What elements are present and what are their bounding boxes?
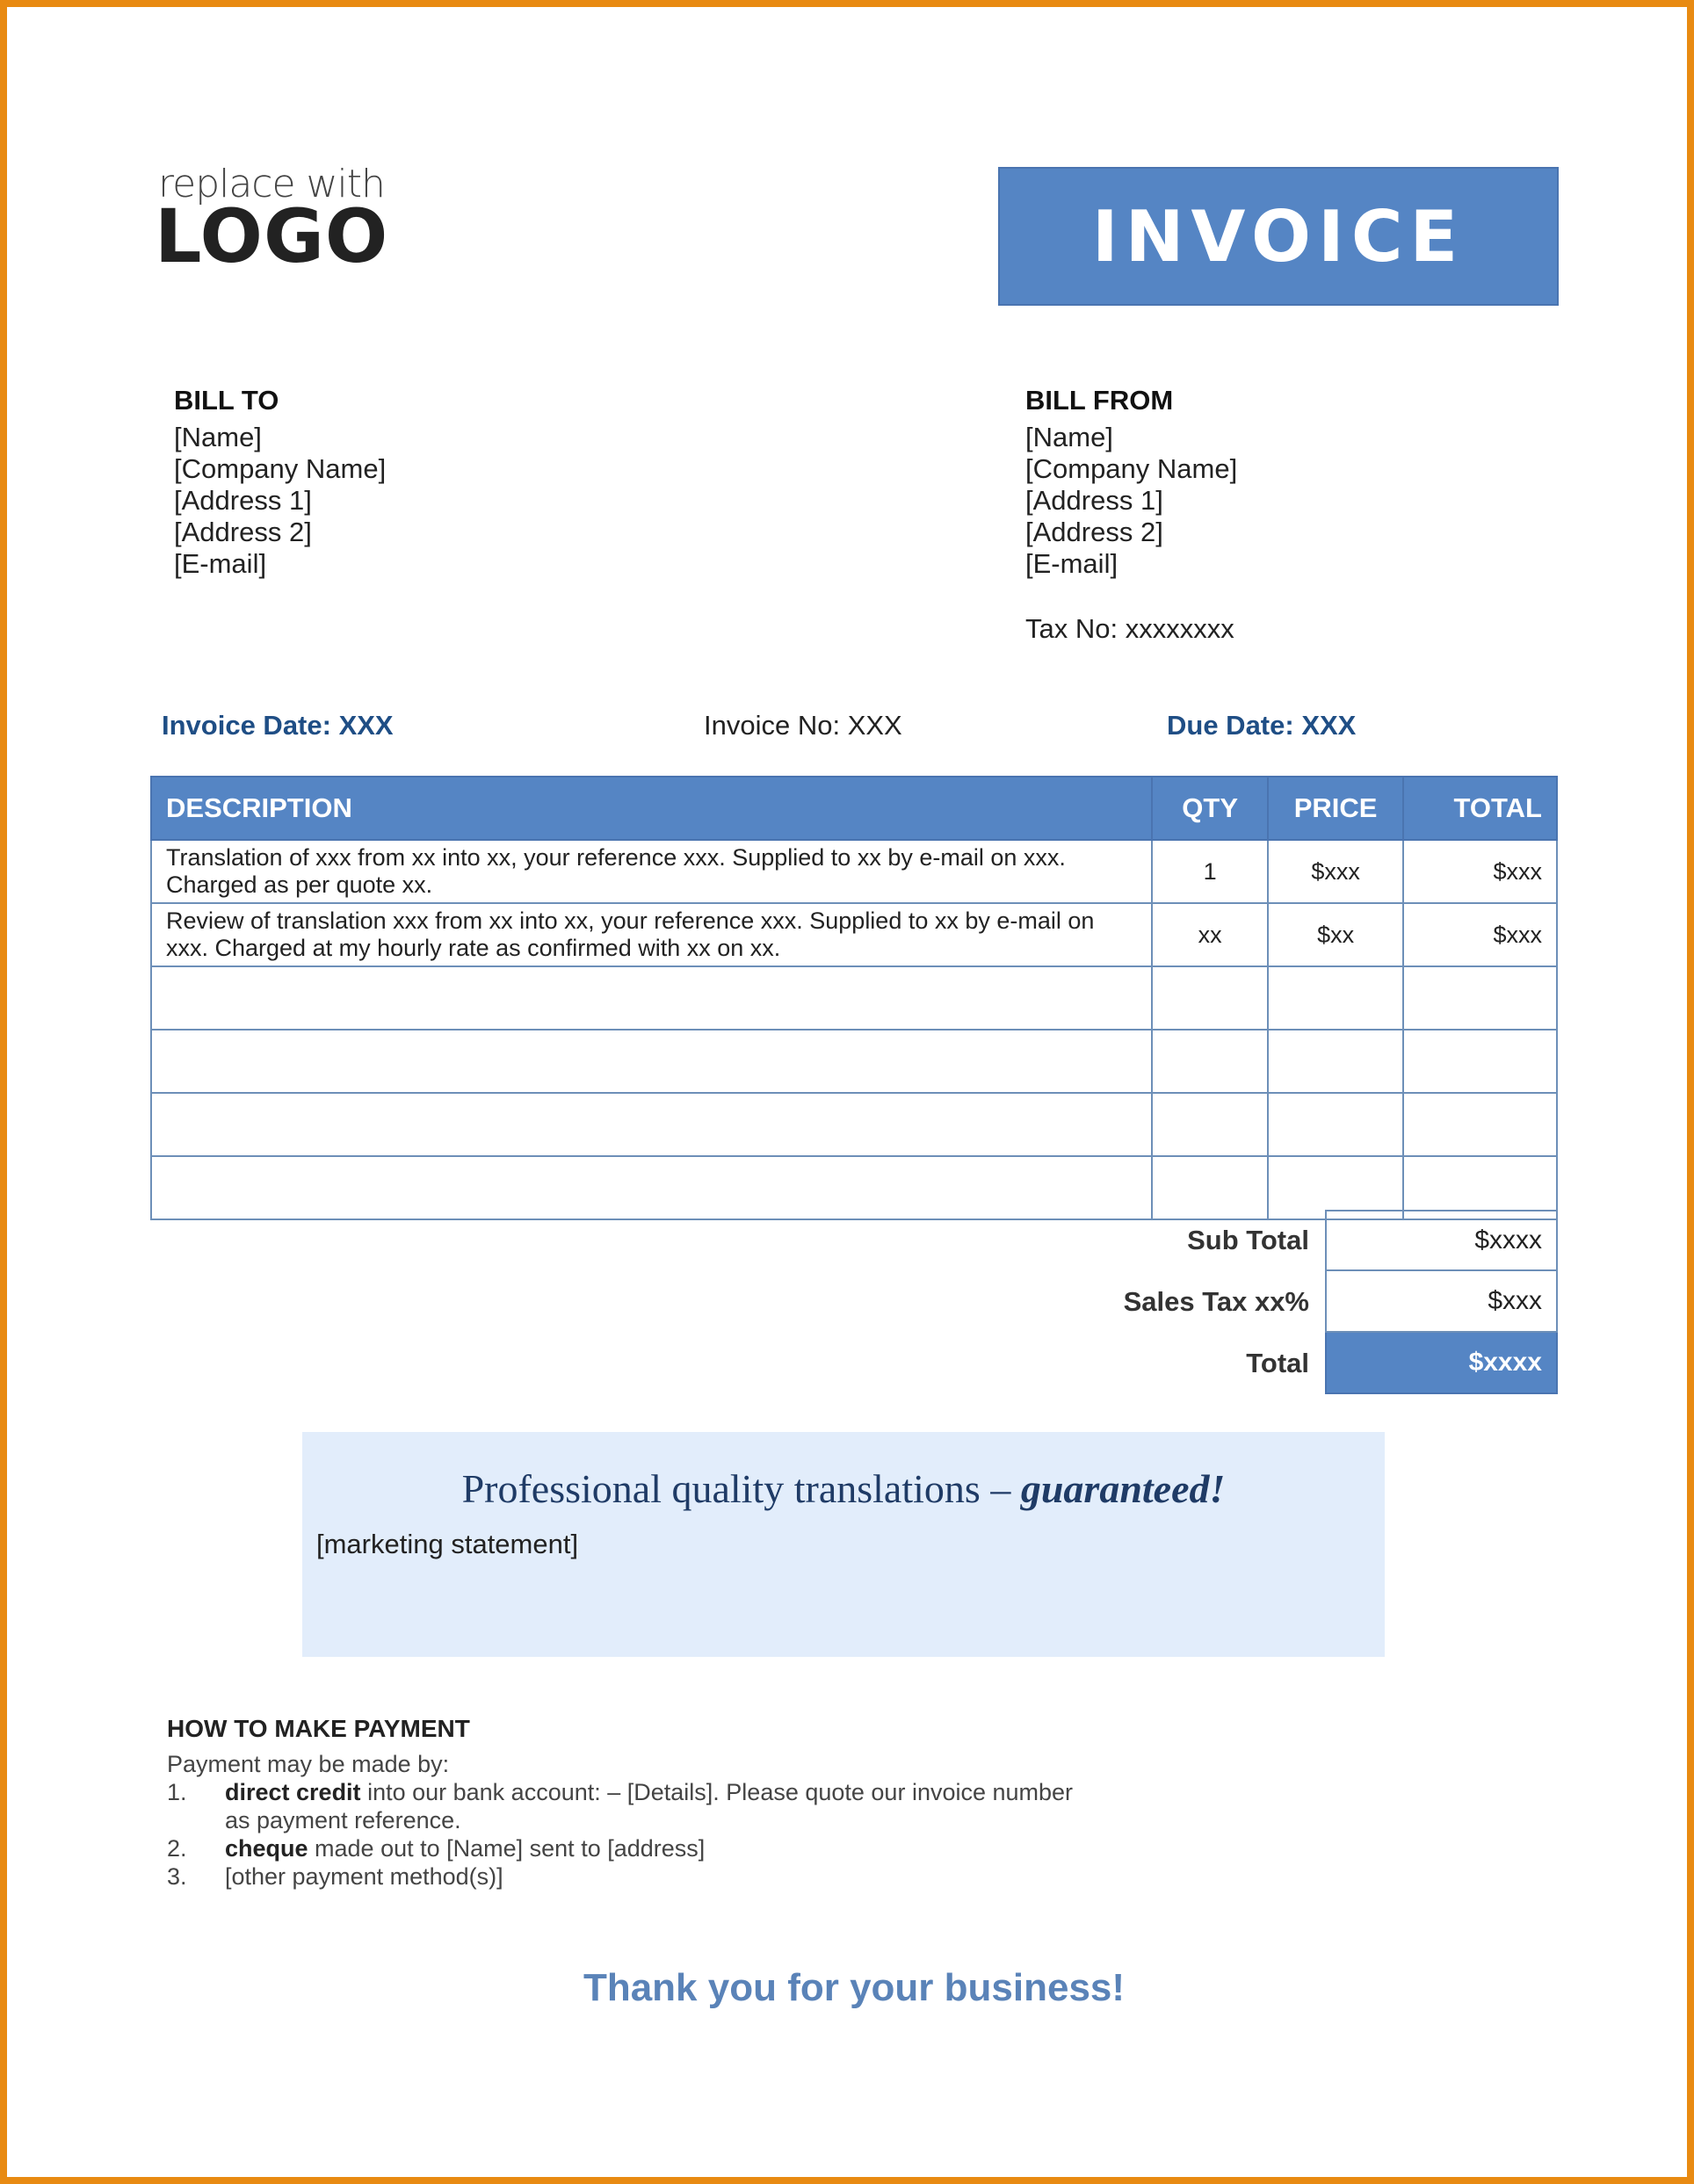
row-qty [1152,1093,1268,1156]
subtotal-label: Sub Total [1187,1225,1309,1255]
bill-from-email: [E-mail] [1025,548,1118,579]
bill-to-address-2: [Address 2] [174,517,312,547]
row-qty: 1 [1152,840,1268,903]
row-qty: xx [1152,903,1268,966]
totals-block [1061,1210,1558,1394]
list-item-rest: [other payment method(s)] [225,1863,503,1890]
invoice-title: INVOICE [1091,195,1466,278]
table-row [151,966,1557,1030]
row-total [1403,1093,1557,1156]
list-item-text [225,1778,1104,1834]
list-item-text [225,1834,705,1862]
row-price [1268,1030,1403,1093]
table-row [151,840,1557,903]
table-row [151,1030,1557,1093]
row-description [151,1093,1152,1156]
grand-total-label: Total [1246,1348,1309,1378]
subtotal-value: $xxxx [1325,1210,1558,1271]
list-item-bold: cheque [225,1835,308,1862]
bill-to-company: [Company Name] [174,453,387,484]
list-item [167,1834,1221,1862]
subtotal-row [1061,1210,1558,1271]
row-description: Translation of xxx from xx into xx, your reference xxx. Supplied to xx by e-mail on xxx. Charged as per quote xx. [151,840,1152,903]
due-date-value: XXX [1301,710,1357,741]
sales-tax-row [1061,1271,1558,1333]
due-date-label: Due Date: [1167,710,1294,741]
thank-you-message: Thank you for your business! [583,1966,1126,2009]
header-description: DESCRIPTION [151,777,1152,840]
header-qty: QTY [1152,777,1268,840]
payment-heading: HOW TO MAKE PAYMENT [167,1715,470,1742]
payment-intro: Payment may be made by: [167,1751,450,1777]
due-date [1167,710,1356,741]
payment-instructions [167,1715,1221,1891]
invoice-date-value: XXX [338,710,394,741]
list-item-text [225,1862,503,1891]
header-price: PRICE [1268,777,1403,840]
list-item-number: 2. [167,1835,187,1862]
list-item-bold: direct credit [225,1779,361,1805]
bill-to-name: [Name] [174,422,262,452]
invoice-date-label: Invoice Date: [162,710,331,741]
logo-placeholder: LOGO [155,193,389,279]
list-item-rest: made out to [Name] sent to [address] [308,1835,706,1862]
row-qty [1152,966,1268,1030]
table-row [151,903,1557,966]
invoice-number: Invoice No: XXX [704,710,902,741]
table-row [151,1093,1557,1156]
bill-from-block [1025,385,1237,580]
row-price: $xxx [1268,840,1403,903]
bill-from-address-1: [Address 1] [1025,485,1163,516]
list-item-number: 1. [167,1779,187,1805]
row-price [1268,1093,1403,1156]
list-item-rest: into our bank account: – [Details]. Please quote our invoice number as payment reference. [225,1779,1074,1833]
marketing-box [302,1432,1385,1657]
row-qty [1152,1030,1268,1093]
marketing-heading [302,1465,1385,1512]
header-total: TOTAL [1403,777,1557,840]
invoice-date [162,710,394,741]
marketing-statement: [marketing statement] [316,1529,579,1559]
grand-total-value: $xxxx [1325,1333,1558,1394]
list-item-number: 3. [167,1863,187,1890]
row-total: $xxx [1403,903,1557,966]
row-price [1268,966,1403,1030]
bill-from-address-2: [Address 2] [1025,517,1163,547]
grand-total-row [1061,1333,1558,1394]
row-price: $xx [1268,903,1403,966]
invoice-banner [998,167,1559,306]
line-items-table [150,776,1558,1220]
marketing-heading-text: Professional quality translations – [461,1466,1021,1511]
tax-number: Tax No: xxxxxxxx [1025,613,1234,644]
marketing-heading-emphasis: guaranteed! [1020,1466,1226,1511]
table-header-row [151,777,1557,840]
bill-from-company: [Company Name] [1025,453,1238,484]
bill-to-heading: BILL TO [174,385,279,416]
row-description [151,966,1152,1030]
logo-caption: replace with [158,162,385,206]
sales-tax-label: Sales Tax xx% [1123,1286,1309,1317]
bill-from-heading: BILL FROM [1025,385,1174,416]
sales-tax-value: $xxx [1325,1271,1558,1333]
bill-to-address-1: [Address 1] [174,485,312,516]
row-description [151,1156,1152,1219]
list-item [167,1778,1221,1834]
row-total: $xxx [1403,840,1557,903]
row-description [151,1030,1152,1093]
bill-to-block [174,385,386,580]
row-total [1403,1030,1557,1093]
payment-methods-list [167,1778,1221,1891]
row-total [1403,966,1557,1030]
row-description: Review of translation xxx from xx into xx, your reference xxx. Supplied to xx by e-mail on xxx. Charged at my hourly rate as confirmed with xx on xx. [151,903,1152,966]
bill-to-email: [E-mail] [174,548,267,579]
list-item [167,1862,1221,1891]
bill-from-name: [Name] [1025,422,1113,452]
